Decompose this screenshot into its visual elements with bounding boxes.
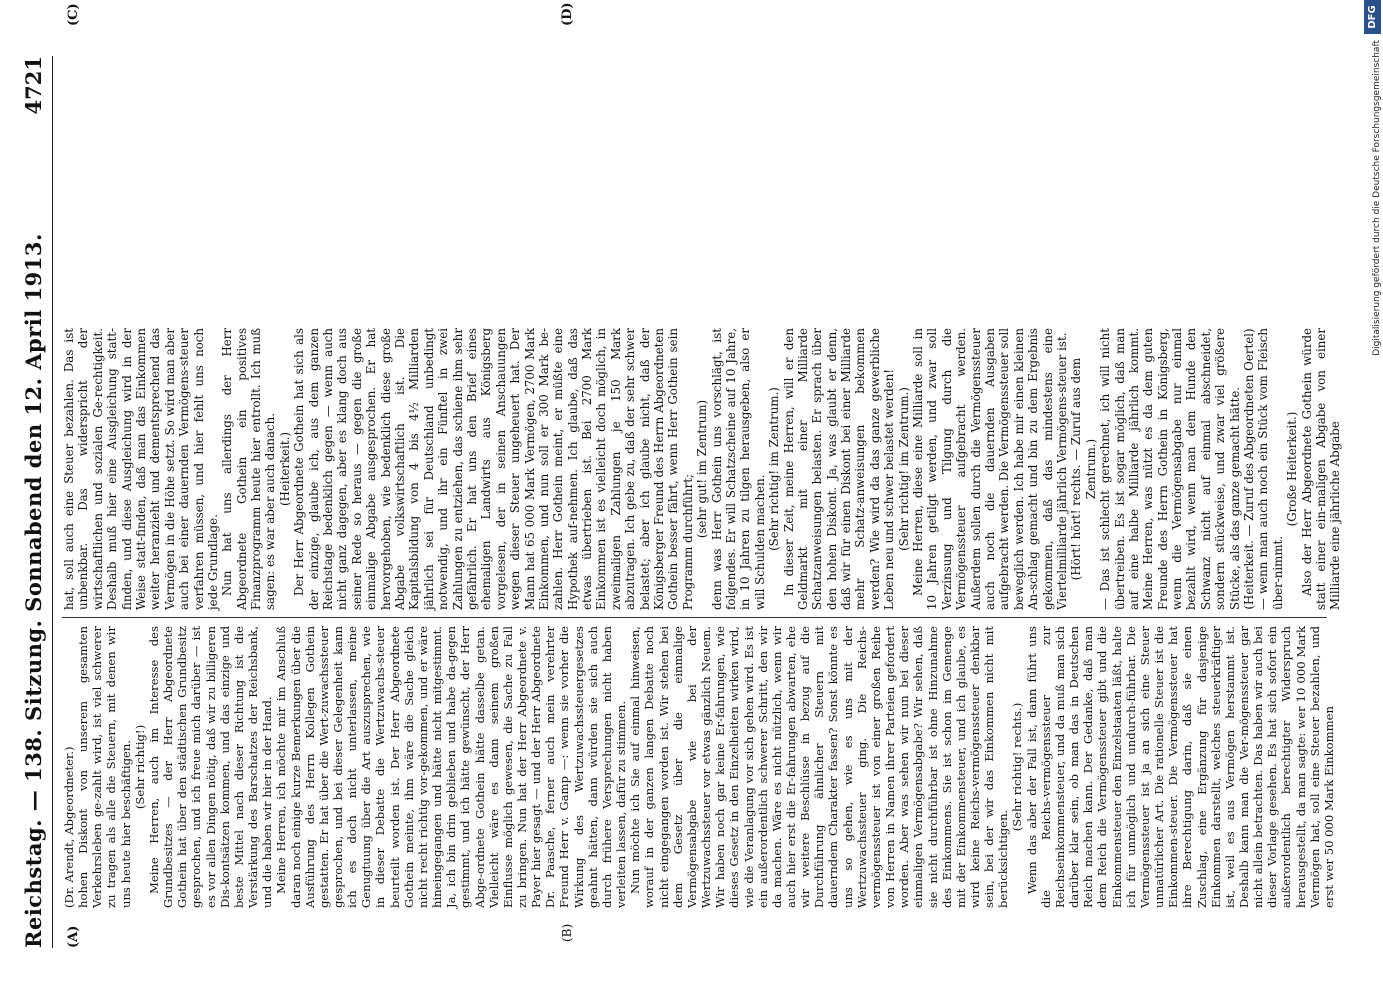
- paragraph: Meine Herren, diese eine Milliarde soll in 10 Jahren getilgt werden, und zwar soll Verzinsung und Tilgung durch die Vermögenssteuer aufgebracht werden. Außerdem sollen durch die Vermögenssteuer auch noch die dauernden Ausgaben aufgebracht werden. Die Vermögenssteuer soll beweglich werden. Ich habe mir einen kleinen An-schlag gemacht und bin zu dem Ergebnis gekommen, daß das mindestens eine Viertelmilliarde jährlich Vermögens-steuer ist.: [911, 328, 1069, 610]
- speaker-line: (Dr. Arendt, Abgeordneter.): [62, 746, 76, 908]
- paragraph: — wenn man auch noch ein Stück vom Fleisch über-nimmt.: [1256, 328, 1285, 610]
- margin-letter-c: (C): [66, 3, 81, 26]
- paragraph: Nun hat uns allerdings der Herr Abgeordnete Gothein ein positives Finanzprogramm heute hier entrollt. Ich muß sagen: es war aber auch danach.: [220, 328, 278, 610]
- paragraph: Meine Herren, auch im Interesse des Grundbesitzes — der Herr Abgeordnete Gothein hat über den städtischen Grundbesitz gesprochen, und ich freue mich darüber — ist es vor allen Dingen nötig, daß wir zu billigeren Dis-kontsätzen kommen, und das einzige und beste Mittel nach dieser Richtung ist die Verstärkung des Barschatzes der Reichsbank, und die haben wir hier in der Hand.: [146, 626, 275, 908]
- page-number: 4721: [21, 56, 46, 115]
- interjection: (Heiterkeit.): [277, 432, 292, 507]
- interjection: (Sehr richtig! rechts.): [1010, 702, 1025, 832]
- interjection: (sehr gut! im Zentrum): [695, 399, 710, 539]
- paragraph: Meine Herren, ich möchte mir im Anschluß daran noch einige kurze Bemerkungen über die Ausführung des Herrn Kollegen Gothein gestatten. Er hat über die Wert-zuwachssteuer gesprochen, und bei dieser Gelegenheit kann ich es doch nicht unterlassen, meine Genugtuung über die Art auszusprechen, wie in dieser Debatte die Wertzuwachs-steuer beurteilt worden ist. Der Herr Abgeordnete Gothein meinte, ihm wäre die Sache gleich nicht recht richtig vor-gekommen, und er wäre hineingegangen und hätte nicht mitgestimmt. Ja, ich bin drin geblieben und habe da-gegen gestimmt, und ich hätte gewünscht, der Herr Abge-ordnete Gothein hätte dasselbe getan. Vielleicht wäre es dann seinem großen Einflusse möglich gewesen, die Sache zu Fall zu bringen. Nun hat der Herr Abgeordnete v. Payer hier gesagt — und der Herr Abgeordnete Dr. Paasche, ferner auch mein verehrter Freund Herr v. Gamp —: wenn sie vorher die Wirkung des Wertzuwachssteuergesetzes geahnt hätten, dann würden sie sich auch durch frühere Versprechungen nicht haben verleiten lassen, dafür zu stimmen.: [274, 626, 629, 908]
- paragraph: Nun möchte ich Sie auf einmal hinweisen, worauf in der ganzen langen Debatte noch nicht eingegangen worden ist. Wir stehen bei dem Gesetz über die einmalige Vermögensabgabe wie bei der Wertzuwachssteuer vor etwas gänzlich Neuem. Wir haben noch gar keine Er-fahrungen, wie dieses Gesetz in den Einzelheiten wirken wird, wie die Veranlagung vor sich gehen wird. Es ist ein außerordentlich schwerer Schritt, den wir da machen. Wäre es nicht nützlich, wenn wir auch hier erst die Er-fahrungen abwarten, ehe wir weitere Beschlüsse in bezug auf die Durchführung ähnlicher Steuern mit dauerndem Charakter fassen? Sonst könnte es uns so gehen, wie es uns mit der Wertzuwachssteuer ging. Die Reichs-vermögenssteuer ist von einer großen Reihe von Herren in Namen ihrer Parteien gefordert worden. Aber was sehen wir nun bei dieser einmaligen Vermögensabgabe? Wir sehen, daß sie nicht durchführbar ist ohne Hinzunahme des Einkommens. Sie ist schon im Gemenge mit der Einkommensteuer, und ich glaube, es wird keine Reichs-vermögenssteuer denkbar sein, bei der wir das Einkommen nicht mit berücksichtigen.: [628, 626, 1011, 908]
- column-rule: [62, 617, 1327, 618]
- text-column-left: [62, 626, 1336, 908]
- margin-letter-b: (B): [560, 923, 574, 942]
- paragraph: Also der Herr Abgeordnete Gothein würde statt einer ein-maligen Abgabe von einer Milliarde eine jährliche Abgabe: [1299, 328, 1343, 610]
- paragraph: hat, soll auch eine Steuer bezahlen. Das ist unbenkbar. Das widerspricht der wirtschaftlichen und sozialen Ge-rechtigkeit. Deshalb muß hier eine Ausgleichung statt-finden, und diese Ausgleichung wird in der Weise statt-finden, daß man das Einkommen weiter heranzieht und dementsprechend das Vermögen in die Höhe setzt. So wird man aber auch bei einer dauernden Vermögens-steuer verfahren müssen, und hier fehlt uns noch jede Grundlage.: [62, 328, 220, 610]
- page-header: [18, 56, 53, 948]
- interjection: (Heiterkeit. — Zuruf des Abgeordneten Oertel): [1242, 328, 1257, 610]
- page-header-title: Reichstag. — 138. Sitzung. Sonnabend den 12. April 1913.: [21, 233, 46, 948]
- text-column-right: [62, 328, 1343, 610]
- paragraph: — Das ist schlecht gerechnet, ich will nicht übertreiben. Es ist sogar möglich, daß man auf eine halbe Milliarde jährlich kommt. Meine Herren, was nützt es da dem guten Freunde des Herrn Gothein in Königsberg, wenn die Vermögensabgabe nur einmal bezahlt wird, wenn man dem Hunde den Schwanz nicht auf einmal abschneidet, sondern stückweise, und zwar viel größere Stücke, als das ganze gemacht hätte.: [1098, 328, 1242, 610]
- paragraph: In dieser Zeit, meine Herren, will er den Geldmarkt mit einer Milliarde Schatzanweisungen belasten. Er sprach über den hohen Diskont. Ja, was glaubt er denn, daß wir für einen Diskont bei einer Milliarde mehr Schatz-anweisungen bekommen werden? Wie wird da das ganze gewerbliche Leben neu und schwer belastet werden!: [781, 328, 897, 610]
- paragraph: hohen Diskont von unserem gesamten Verkehrsleben ge-zahlt wird, ist viel schwerer zu tragen als alle die Steuern, mit denen wir uns heute hier beschäftigen.: [76, 626, 133, 908]
- dfg-logo: DFG: [1364, 0, 1381, 34]
- digitization-note: [1372, 0, 1382, 1000]
- paragraph: denn was Herr Gothein uns vorschlägt, ist folgendes. Er will Schatzscheine auf 10 Jahre, in 10 Jahren zu tilgen herausgeben, also er will Schulden machen.: [709, 328, 767, 610]
- paragraph: Der Herr Abgeordnete Gothein hat sich als der einzige, glaube ich, aus dem ganzen Reichstage bedenklich gegen — wenn auch nicht ganz dagegen, aber es klang doch aus seiner Rede so heraus — gegen die große einmalige Abgabe ausgesprochen. Er hat hervorgehoben, wie bedenklich diese große Abgabe volkswirtschaftlich ist. Die Kapitalsbildung von 4 bis 4½ Milliarden jährlich sei für Deutschland unbedingt notwendig, und ihr ein Fünftel in zwei Zahlungen zu entziehen, das schiene ihm sehr gefährlich. Er hat uns den Brief eines ehemaligen Landwirts aus Königsberg vorgelesen, der in seinen Anschauungen wegen dieser Steuer ungeheuert hat. Der Mann hat 65 000 Mark Vermögen, 2700 Mark Einkommen, und nun soll er 300 Mark be-zahlen. Herr Gothein meint, er müßte eine Hypothek auf-nehmen. Ich glaube, daß das etwas übertrieben ist. Bei 2700 Mark Einkommen ist es vielleicht doch möglich, in zweimaligen Zahlungen je 150 Mark abzutragen. Ich gebe zu, daß der sehr schwer belastet; aber ich glaube nicht, daß der Königsberger Freund des Herrn Abgeordneten Gothein besser fährt, wenn Herr Gothein sein Programm durchführt;: [292, 328, 695, 610]
- margin-letter-a: (A): [66, 925, 81, 948]
- interjection: (Große Heiterkeit.): [1285, 411, 1300, 527]
- interjection: (Sehr richtig!): [132, 724, 147, 810]
- interjection: (Sehr richtig! im Zentrum.): [767, 387, 782, 551]
- interjection: (Hört! hört! rechts. — Zuruf aus dem Zentrum.): [1069, 357, 1098, 581]
- margin-letter-d: (D): [560, 2, 575, 26]
- interjection: (Sehr richtig! im Zentrum.): [896, 387, 911, 551]
- digitization-text: Digitalisierung gefördert durch die Deutsche Forschungsgemeinschaft: [1372, 40, 1382, 356]
- paragraph: Wenn das aber der Fall ist, dann führt uns die Reichs-vermögenssteuer zur Reichseinkommensteuer, und da muß man sich darüber klar sein, ob man das in Deutschen Reich machen kann. Der Gedanke, daß man dem Reich die Vermögenssteuer gibt und die Einkommensteuer den Einzelstaaten läßt, halte ich für unmöglich und undurch-führbar. Die Vermögenssteuer ist ja an sich eine Steuer unnatürlicher Art. Die rationelle Steuer ist die Einkommen-steuer. Die Vermögenssteuer hat ihre Berechtigung darin, daß sie einen Zuschlag, eine Ergänzung für dasjenige Einkommen darstellt, welches steuerkräftiger ist, weil es aus Vermögen herstammt ist. Deshalb kann man die Ver-mögenssteuer gar nicht allein betrachten. Das haben wir auch bei dieser Vorlage gesehen. Es hat sich sofort ein außerordentlich berechtigter Widerspruch herausgestellt, da man sagte: wer 10 000 Mark Vermögen hat, soll eine Steuer bezahlen, und erst wer 50 000 Mark Einkommen: [1024, 626, 1336, 908]
